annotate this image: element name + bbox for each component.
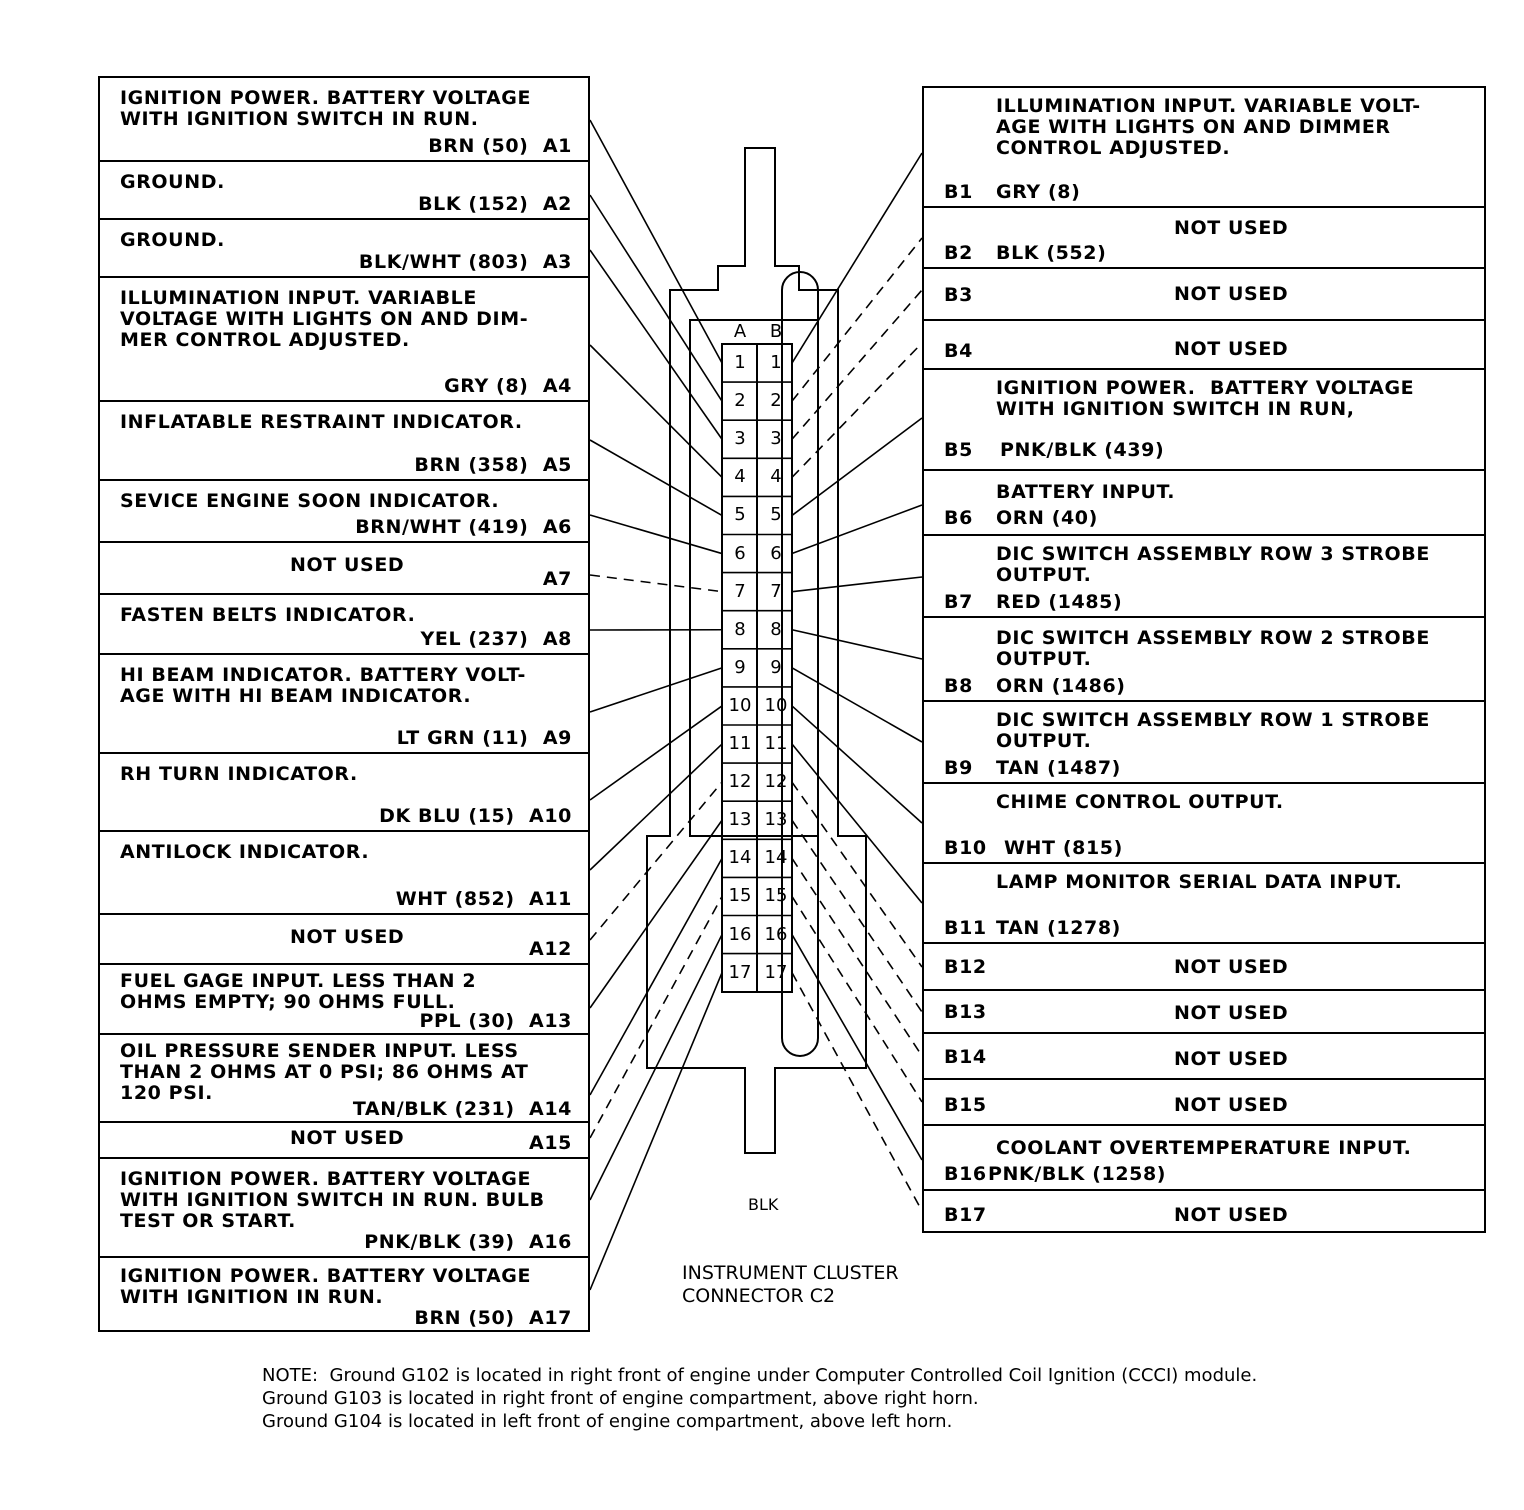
wire-label: WHT (852) A11 <box>395 888 572 910</box>
pin-cell-a9: 9 <box>734 656 746 678</box>
wire-a14 <box>590 858 722 1095</box>
pin-cell-a1: 1 <box>734 352 746 374</box>
wire-b9 <box>792 668 922 742</box>
wire-b3 <box>792 290 922 439</box>
pin-description: IGNITION POWER. BATTERY VOLTAGE WITH IGNITION SWITCH IN RUN. <box>120 87 532 130</box>
wire-b13 <box>792 820 922 1012</box>
pin-cell-b3: 3 <box>770 428 782 450</box>
pin-cell-b6: 6 <box>770 542 782 564</box>
wire-a15 <box>590 896 722 1138</box>
wire-label: WHT (815) <box>1004 837 1123 859</box>
pin-number: B1 <box>944 181 973 203</box>
pin-cell-a11: 11 <box>728 733 752 755</box>
not-used-label: NOT USED <box>290 554 405 576</box>
wire-b15 <box>792 896 922 1102</box>
pin-cell-a4: 4 <box>734 466 746 488</box>
pin-description: ILLUMINATION INPUT. VARIABLE VOLTAGE WITH LIGHTS ON AND DIM- MER CONTROL ADJUSTED. <box>120 287 529 351</box>
wire-a6 <box>590 515 722 554</box>
pin-cell-b1: 1 <box>770 352 782 374</box>
pin-number: B13 <box>944 1001 987 1023</box>
pin-number: B5 <box>944 439 973 461</box>
pin-cell-a17: 17 <box>728 961 752 983</box>
wire-a10 <box>590 706 722 800</box>
pin-description: IGNITION POWER. BATTERY VOLTAGE WITH IGNITION SWITCH IN RUN. BULB TEST OR START. <box>120 1168 545 1232</box>
pin-description: SEVICE ENGINE SOON INDICATOR. <box>120 490 500 512</box>
wire-b16 <box>792 935 922 1160</box>
note-line-3: Ground G104 is located in left front of engine compartment, above left horn. <box>262 1411 953 1432</box>
wire-b14 <box>792 858 922 1056</box>
pin-cell-b13: 13 <box>764 809 788 831</box>
pin-cell-b15: 15 <box>764 885 788 907</box>
wire-label: YEL (237) A8 <box>420 628 572 650</box>
wire-label: GRY (8) <box>996 181 1081 203</box>
pin-description: LAMP MONITOR SERIAL DATA INPUT. <box>996 871 1403 893</box>
pin-cell-a3: 3 <box>734 428 746 450</box>
pin-description: FUEL GAGE INPUT. LESS THAN 2 OHMS EMPTY; 90 OHMS FULL. <box>120 970 477 1013</box>
pin-number: B11 <box>944 917 987 939</box>
wire-a7 <box>590 575 722 592</box>
wire-label: RED (1485) <box>996 591 1123 613</box>
pin-cell-a5: 5 <box>734 504 746 526</box>
pin-cell-a8: 8 <box>734 618 746 640</box>
pin-description: IGNITION POWER. BATTERY VOLTAGE WITH IGNITION IN RUN. <box>120 1265 532 1308</box>
not-used-label: NOT USED <box>1174 1002 1289 1024</box>
wire-label: A7 <box>542 568 572 590</box>
connector-color-label: BLK <box>748 1195 779 1214</box>
pin-number: B2 <box>944 242 973 264</box>
not-used-label: NOT USED <box>1174 1094 1289 1116</box>
pin-cell-a2: 2 <box>734 390 746 412</box>
pin-number: B7 <box>944 591 973 613</box>
wire-b11 <box>792 744 922 903</box>
column-header-b: B <box>769 321 783 342</box>
pin-number: B8 <box>944 675 973 697</box>
wire-label: BLK/WHT (803) A3 <box>358 251 572 273</box>
pin-number: B6 <box>944 507 973 529</box>
not-used-label: NOT USED <box>1174 956 1289 978</box>
wire-a2 <box>590 195 722 401</box>
pin-description: INFLATABLE RESTRAINT INDICATOR. <box>120 411 523 433</box>
pin-description: OIL PRESSURE SENDER INPUT. LESS THAN 2 OHMS AT 0 PSI; 86 OHMS AT 120 PSI. <box>120 1040 529 1104</box>
not-used-label: NOT USED <box>1174 1204 1289 1226</box>
pin-description: IGNITION POWER. BATTERY VOLTAGE WITH IGNITION SWITCH IN RUN, <box>996 377 1415 420</box>
not-used-label: NOT USED <box>1174 1048 1289 1070</box>
wire-a17 <box>590 973 722 1290</box>
wire-a1 <box>590 120 722 363</box>
wire-label: A15 <box>529 1132 572 1154</box>
pin-number: B3 <box>944 284 973 306</box>
pin-description: ANTILOCK INDICATOR. <box>120 841 370 863</box>
pin-cell-a10: 10 <box>728 694 752 716</box>
wire-a13 <box>590 820 722 1008</box>
pin-description: RH TURN INDICATOR. <box>120 763 358 785</box>
pin-cell-a7: 7 <box>734 580 746 602</box>
wire-label: BRN (50) A17 <box>414 1307 572 1329</box>
pin-number: B14 <box>944 1046 987 1068</box>
wire-a9 <box>590 668 722 712</box>
pin-cell-a12: 12 <box>728 771 752 793</box>
wire-b8 <box>792 630 922 659</box>
wire-label: TAN (1278) <box>996 917 1121 939</box>
wire-label: TAN (1487) <box>996 757 1121 779</box>
note-line-2: Ground G103 is located in right front of engine compartment, above right horn. <box>262 1388 979 1409</box>
pin-cell-b11: 11 <box>764 733 788 755</box>
pin-cell-b17: 17 <box>764 961 788 983</box>
wire-label: ORN (1486) <box>996 675 1126 697</box>
pin-cell-a13: 13 <box>728 809 752 831</box>
pin-cell-a6: 6 <box>734 542 746 564</box>
pin-cell-b10: 10 <box>764 694 788 716</box>
pin-cell-a15: 15 <box>728 885 752 907</box>
pin-cell-b12: 12 <box>764 771 788 793</box>
pin-number: B15 <box>944 1094 987 1116</box>
pin-cell-b8: 8 <box>770 618 782 640</box>
pin-cell-a14: 14 <box>728 847 752 869</box>
wire-label: PPL (30) A13 <box>419 1010 572 1032</box>
wire-label: PNK/BLK (1258) <box>988 1163 1167 1185</box>
pin-number: B12 <box>944 956 987 978</box>
not-used-label: NOT USED <box>290 926 405 948</box>
not-used-label: NOT USED <box>1174 338 1289 360</box>
note-line-1: NOTE: Ground G102 is located in right front of engine under Computer Controlled Coil Ignition (CCCI) module. <box>262 1365 1258 1386</box>
wire-b4 <box>792 343 922 477</box>
wire-b5 <box>792 418 922 515</box>
pin-description: GROUND. <box>120 171 225 193</box>
pin-description: BATTERY INPUT. <box>996 481 1176 503</box>
pin-description: COOLANT OVERTEMPERATURE INPUT. <box>996 1137 1412 1159</box>
pin-cell-b7: 7 <box>770 580 782 602</box>
wire-label: ORN (40) <box>996 507 1098 529</box>
pin-number: B16 <box>944 1163 987 1185</box>
pin-cell-b16: 16 <box>764 923 788 945</box>
wire-b10 <box>792 706 922 823</box>
connector-title: INSTRUMENT CLUSTER CONNECTOR C2 <box>682 1262 899 1307</box>
wire-b7 <box>792 577 922 592</box>
not-used-label: NOT USED <box>290 1127 405 1149</box>
wire-b12 <box>792 782 922 967</box>
pin-cell-a16: 16 <box>728 923 752 945</box>
wire-b6 <box>792 505 922 554</box>
wire-label: BRN/WHT (419) A6 <box>355 516 572 538</box>
pin-description: DIC SWITCH ASSEMBLY ROW 3 STROBE OUTPUT. <box>996 543 1430 586</box>
pin-number: B17 <box>944 1204 987 1226</box>
pin-description: DIC SWITCH ASSEMBLY ROW 1 STROBE OUTPUT. <box>996 709 1430 752</box>
wire-b1 <box>792 153 922 363</box>
wire-label: GRY (8) A4 <box>444 375 572 397</box>
wire-label: A12 <box>529 938 572 960</box>
wire-b17 <box>792 973 922 1211</box>
column-header-a: A <box>733 321 747 342</box>
pin-cell-b4: 4 <box>770 466 782 488</box>
pin-description: CHIME CONTROL OUTPUT. <box>996 791 1284 813</box>
wire-label: TAN/BLK (231) A14 <box>352 1098 572 1120</box>
left-wire-lines <box>590 120 722 1290</box>
pin-cell-b9: 9 <box>770 656 782 678</box>
wire-label: PNK/BLK (439) <box>1000 439 1165 461</box>
wire-label: LT GRN (11) A9 <box>396 727 572 749</box>
not-used-label: NOT USED <box>1174 283 1289 305</box>
pin-number: B9 <box>944 757 973 779</box>
wire-label: BRN (358) A5 <box>414 454 572 476</box>
wire-label: BLK (552) <box>996 242 1107 264</box>
pin-description: ILLUMINATION INPUT. VARIABLE VOLT- AGE WITH LIGHTS ON AND DIMMER CONTROL ADJUSTED. <box>996 95 1421 159</box>
connector-housing <box>647 148 866 1153</box>
not-used-label: NOT USED <box>1174 217 1289 239</box>
wire-a5 <box>590 440 722 515</box>
pin-cell-b5: 5 <box>770 504 782 526</box>
wire-a12 <box>590 782 722 940</box>
wire-label: BRN (50) A1 <box>428 135 572 157</box>
wire-label: BLK (152) A2 <box>418 193 572 215</box>
pin-description: HI BEAM INDICATOR. BATTERY VOLT- AGE WITH HI BEAM INDICATOR. <box>120 664 526 707</box>
pin-cell-b14: 14 <box>764 847 788 869</box>
pin-number: B4 <box>944 340 973 362</box>
wire-label: DK BLU (15) A10 <box>379 805 572 827</box>
pin-description: GROUND. <box>120 229 225 251</box>
pin-number: B10 <box>944 837 987 859</box>
pin-description: FASTEN BELTS INDICATOR. <box>120 604 416 626</box>
wire-label: PNK/BLK (39) A16 <box>364 1231 572 1253</box>
pin-description: DIC SWITCH ASSEMBLY ROW 2 STROBE OUTPUT. <box>996 627 1430 670</box>
pin-cell-b2: 2 <box>770 390 782 412</box>
